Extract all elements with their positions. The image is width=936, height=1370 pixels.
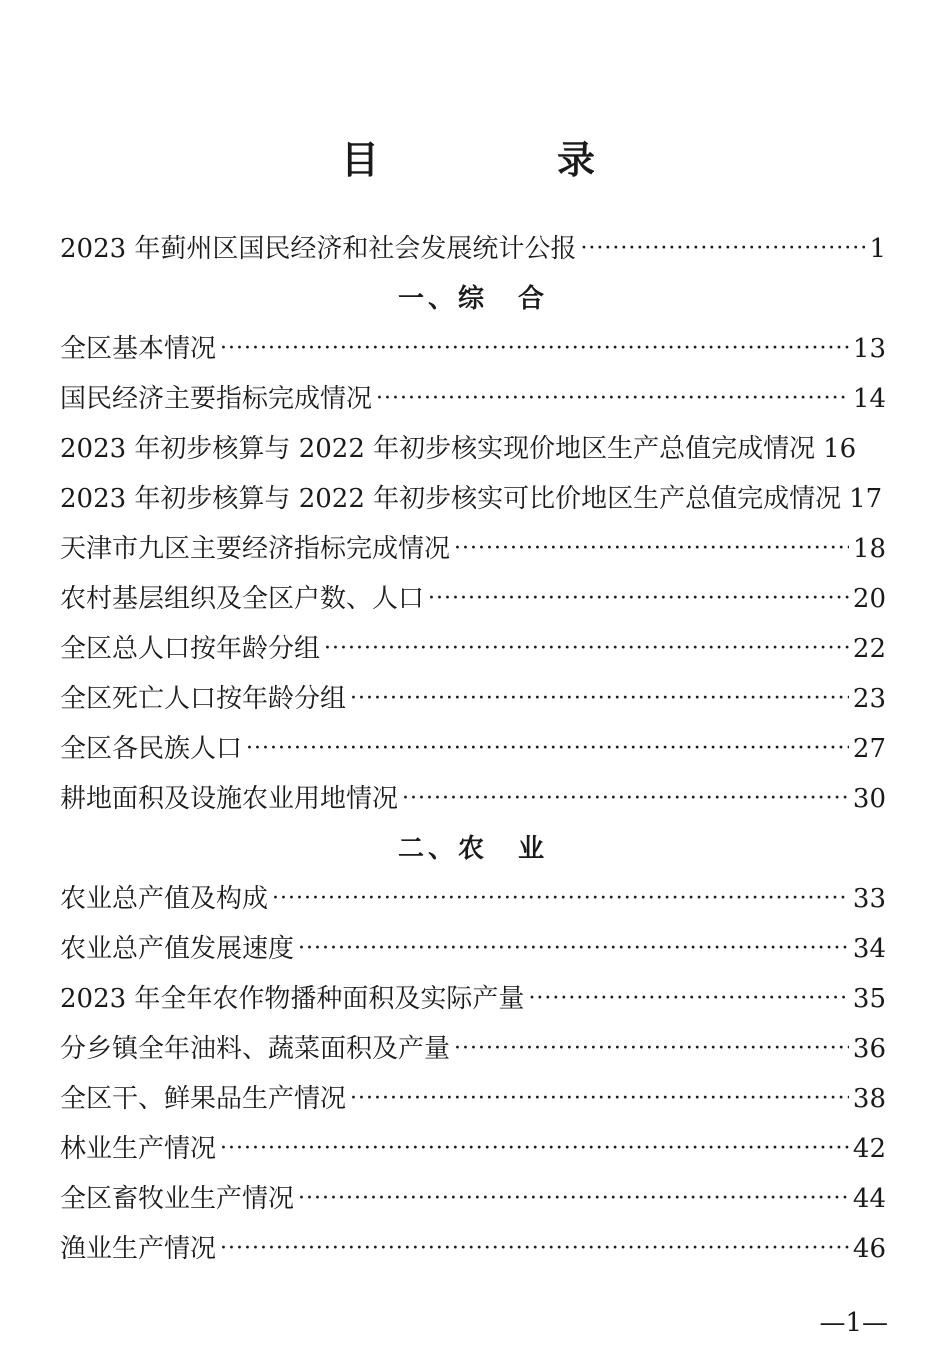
toc-entry[interactable] [60,924,886,974]
toc-entry-page: 30 [852,784,886,814]
toc-entry[interactable] [60,1174,886,1224]
toc-entry-page: 33 [852,884,886,914]
toc-entry-label: 全区基本情况 [60,334,217,364]
toc-entry-label: 农业总产值及构成 [60,884,269,914]
toc-entry[interactable] [60,374,886,424]
toc-entry-page: 42 [852,1134,886,1164]
page-number: —1— [819,1308,888,1338]
toc-entry-page: 27 [852,734,886,764]
toc-entry-page: 14 [852,384,886,414]
table-of-contents [60,224,886,1274]
toc-entry[interactable] [60,674,886,724]
section-heading-2: 二、农 业 [397,834,548,864]
dot-leader [528,974,848,1024]
toc-entry-label: 林业生产情况 [60,1134,217,1164]
toc-entry-page: 36 [852,1034,886,1064]
toc-entry[interactable] [60,1074,886,1124]
toc-entry[interactable] [60,424,886,474]
dot-leader [324,624,849,674]
dot-leader [454,1024,849,1074]
dot-leader [298,1174,849,1224]
dot-leader [376,374,849,424]
toc-entry[interactable] [60,774,886,824]
toc-entry[interactable] [60,974,886,1024]
toc-entry[interactable] [60,1024,886,1074]
dot-leader [428,574,849,624]
toc-entry-page: 16 [823,434,857,464]
section-heading-1: 一、综 合 [397,284,548,314]
toc-entry-page: 17 [849,484,883,514]
toc-entry-label: 农村基层组织及全区户数、人口 [60,584,425,614]
toc-entry-label: 分乡镇全年油料、蔬菜面积及产量 [60,1034,451,1064]
dot-leader [220,324,849,374]
toc-entry-label: 全区总人口按年龄分组 [60,634,321,664]
toc-entry-page: 34 [852,934,886,964]
dot-leader [350,1074,849,1124]
toc-entry-page: 18 [852,534,886,564]
dot-leader [272,874,849,924]
dot-leader [402,774,849,824]
dot-leader [454,524,849,574]
toc-entry[interactable] [60,324,886,374]
toc-entry[interactable] [60,624,886,674]
toc-entry-label: 全区各民族人口 [60,734,243,764]
toc-entry-label: 全区畜牧业生产情况 [60,1184,295,1214]
toc-entry-label: 2023 年蓟州区国民经济和社会发展统计公报 [60,234,577,264]
toc-entry-label: 全区干、鲜果品生产情况 [60,1084,347,1114]
toc-entry-intro[interactable] [60,224,886,274]
toc-entry-page: 13 [852,334,886,364]
toc-entry-page: 20 [852,584,886,614]
toc-entry[interactable] [60,1224,886,1274]
toc-entry-label: 2023 年全年农作物播种面积及实际产量 [60,984,525,1014]
dot-leader [298,924,849,974]
toc-entry-label: 天津市九区主要经济指标完成情况 [60,534,451,564]
toc-entry[interactable] [60,574,886,624]
toc-entry-page: 1 [869,234,886,264]
toc-entry-page: 23 [852,684,886,714]
toc-entry[interactable] [60,724,886,774]
page-title: 目 录 [340,137,665,182]
toc-entry-page: 35 [852,984,886,1014]
dot-leader [580,224,865,274]
toc-entry-label: 渔业生产情况 [60,1234,217,1264]
toc-entry-label: 耕地面积及设施农业用地情况 [60,784,399,814]
toc-entry-label: 全区死亡人口按年龄分组 [60,684,347,714]
toc-entry-page: 22 [852,634,886,664]
toc-entry-label: 2023 年初步核算与 2022 年初步核实现价地区生产总值完成情况 [60,434,816,464]
dot-leader [220,1124,849,1174]
toc-entry-label: 农业总产值发展速度 [60,934,295,964]
toc-entry-page: 44 [852,1184,886,1214]
toc-entry[interactable] [60,874,886,924]
toc-entry-label: 国民经济主要指标完成情况 [60,384,373,414]
toc-entry-label: 2023 年初步核算与 2022 年初步核实可比价地区生产总值完成情况 [60,484,842,514]
toc-entry-page: 46 [852,1234,886,1264]
toc-entry[interactable] [60,474,886,524]
toc-entry[interactable] [60,524,886,574]
dot-leader [350,674,849,724]
toc-entry-page: 38 [852,1084,886,1114]
toc-entry[interactable] [60,1124,886,1174]
dot-leader [246,724,849,774]
dot-leader [220,1224,849,1274]
